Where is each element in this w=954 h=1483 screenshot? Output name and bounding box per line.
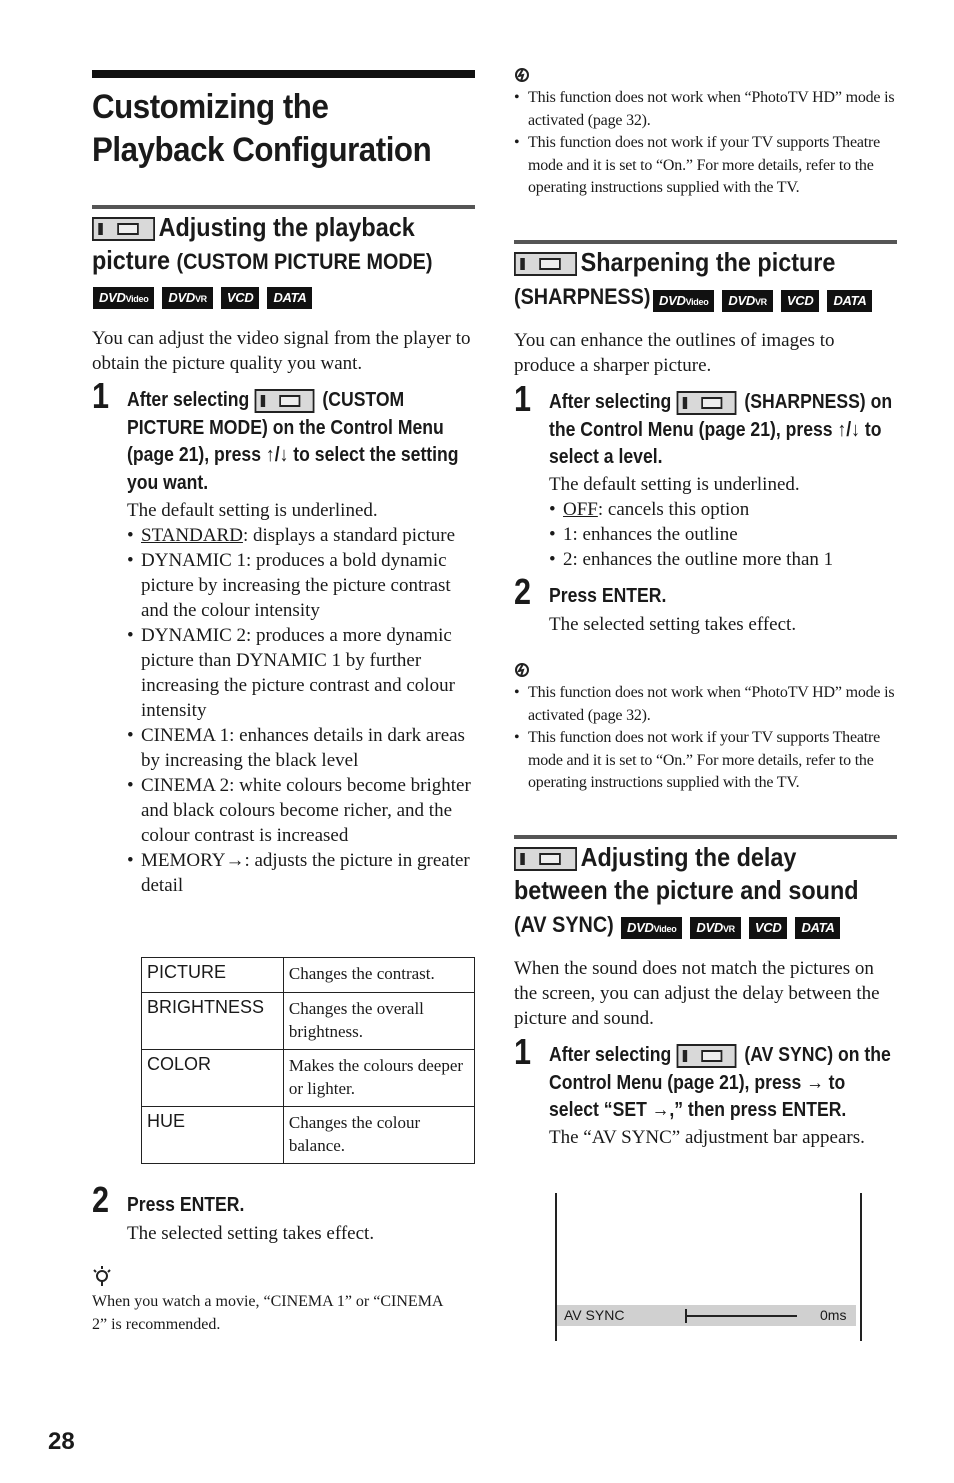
list-item: • CINEMA 2: white colours become brighter and black colours become richer, and the colour contrast is increased [127, 773, 477, 848]
step-result: The selected setting takes effect. [549, 614, 797, 635]
step-result: The selected setting takes effect. [127, 1223, 375, 1244]
section-heading-sharpness: Sharpening the picture (SHARPNESS) [514, 247, 836, 309]
hint-text: When you watch a movie, “CINEMA 1” or “CINEMA 2” is recommended. [92, 1293, 443, 1333]
default-note: The default setting is underlined. [549, 474, 800, 495]
list-item: • This function does not work when “PhotoTV HD” mode is activated (page 32). [514, 682, 899, 727]
step-instruction: After selecting (AV SYNC) on the Control Menu (page 21), press → to select “SET →,” then press ENTER. [549, 1044, 891, 1121]
data-badge: DATA [795, 917, 840, 939]
sharpness-icon [514, 252, 577, 276]
section-rule [514, 835, 897, 839]
page-title-line1: Customizing the [92, 88, 329, 126]
note-icon [514, 66, 530, 84]
vcd-badge: VCD [221, 287, 260, 309]
disc-badges [93, 287, 312, 309]
av-sync-slider-thumb [685, 1309, 687, 1323]
list-item: • 1: enhances the outline [549, 522, 889, 547]
section-intro: When the sound does not match the pictures on the screen, you can adjust the delay between the picture and sound. [514, 958, 880, 1029]
step-number: 2 [92, 1179, 110, 1220]
av-sync-slider-track [685, 1315, 797, 1317]
list-item: • STANDARD: displays a standard picture [127, 523, 477, 548]
data-badge: DATA [267, 287, 312, 309]
title-rule [92, 70, 475, 78]
note-icon [514, 661, 530, 679]
list-item: • DYNAMIC 2: produces a more dynamic picture than DYNAMIC 1 by further increasing the picture contrast and colour intensity [127, 623, 477, 723]
step-instruction: Press ENTER. [549, 585, 667, 607]
list-item: • DYNAMIC 1: produces a bold dynamic picture by increasing the picture contrast and the colour intensity [127, 548, 477, 623]
data-badge: DATA [827, 290, 872, 312]
vcd-badge: VCD [781, 290, 820, 312]
custom-picture-mode-icon [254, 389, 314, 413]
step-instruction: After selecting (SHARPNESS) on the Control Menu (page 21), press ↑/↓ to select a level. [549, 391, 893, 468]
dvd-vr-badge: DVDVR [162, 287, 212, 309]
hint-icon [92, 1265, 112, 1289]
step-number: 1 [514, 378, 532, 419]
page-title-line2: Playback Configuration [92, 131, 432, 169]
dvd-vr-badge: DVDVR [722, 290, 772, 312]
table-row: HUE Changes the colour balance. [142, 1107, 475, 1164]
step-number: 1 [92, 375, 110, 416]
section-intro: You can enhance the outlines of images to produce a sharper picture. [514, 330, 835, 376]
page-number: 28 [48, 1428, 75, 1455]
list-item: • This function does not work when “PhotoTV HD” mode is activated (page 32). [514, 87, 899, 132]
table-row: PICTURE Changes the contrast. [142, 958, 475, 993]
list-item: • 2: enhances the outline more than 1 [549, 547, 889, 572]
section-heading-av-sync: Adjusting the delay between the picture and sound (AV SYNC) [514, 842, 859, 937]
vcd-badge: VCD [749, 917, 788, 939]
step-instruction: After selecting (CUSTOM PICTURE MODE) on the Control Menu (page 21), press ↑/↓ to select the setting you want. [127, 389, 459, 494]
step-number: 1 [514, 1031, 532, 1072]
option-list [127, 523, 477, 898]
custom-picture-mode-icon [92, 217, 155, 241]
table-row: COLOR Makes the colours deeper or lighter. [142, 1050, 475, 1107]
step-result: The “AV SYNC” adjustment bar appears. [549, 1127, 865, 1148]
av-sync-icon [514, 847, 577, 871]
section-rule [514, 240, 897, 244]
list-item: • This function does not work if your TV supports Theatre mode and it is set to “On.” For more details, refer to the operating instructions supplied with the TV. [514, 727, 899, 795]
section-heading-custom-picture: Adjusting the playback picture (CUSTOM PICTURE MODE) [92, 212, 433, 275]
dvd-vr-badge: DVDVR [690, 917, 740, 939]
av-sync-label: AV SYNC [564, 1307, 625, 1323]
settings-table [141, 957, 475, 1164]
av-sync-icon [676, 1044, 736, 1068]
dvd-video-badge: DVDVideo [621, 917, 682, 939]
disc-badges [621, 917, 840, 939]
av-sync-adjustment-bar [557, 1305, 856, 1326]
list-item: • This function does not work if your TV supports Theatre mode and it is set to “On.” For more details, refer to the operating instructions supplied with the TV. [514, 132, 899, 200]
option-list [549, 497, 889, 572]
sharpness-icon [676, 391, 736, 415]
table-row: BRIGHTNESS Changes the overall brightness. [142, 993, 475, 1050]
list-item: • OFF: cancels this option [549, 497, 889, 522]
dvd-video-badge: DVDVideo [653, 290, 714, 312]
disc-badges [653, 290, 872, 312]
section-intro: You can adjust the video signal from the player to obtain the picture quality you want. [92, 328, 471, 374]
step-number: 2 [514, 571, 532, 612]
default-note: The default setting is underlined. [127, 500, 378, 521]
section-rule [92, 205, 475, 209]
notes-list [514, 682, 899, 795]
notes-list [514, 87, 899, 200]
step-instruction: Press ENTER. [127, 1194, 245, 1216]
av-sync-value: 0ms [820, 1307, 847, 1323]
list-item: • MEMORY→: adjusts the picture in greater detail [127, 848, 477, 898]
page-title [92, 86, 431, 172]
dvd-video-badge: DVDVideo [93, 287, 154, 309]
list-item: • CINEMA 1: enhances details in dark areas by increasing the black level [127, 723, 477, 773]
